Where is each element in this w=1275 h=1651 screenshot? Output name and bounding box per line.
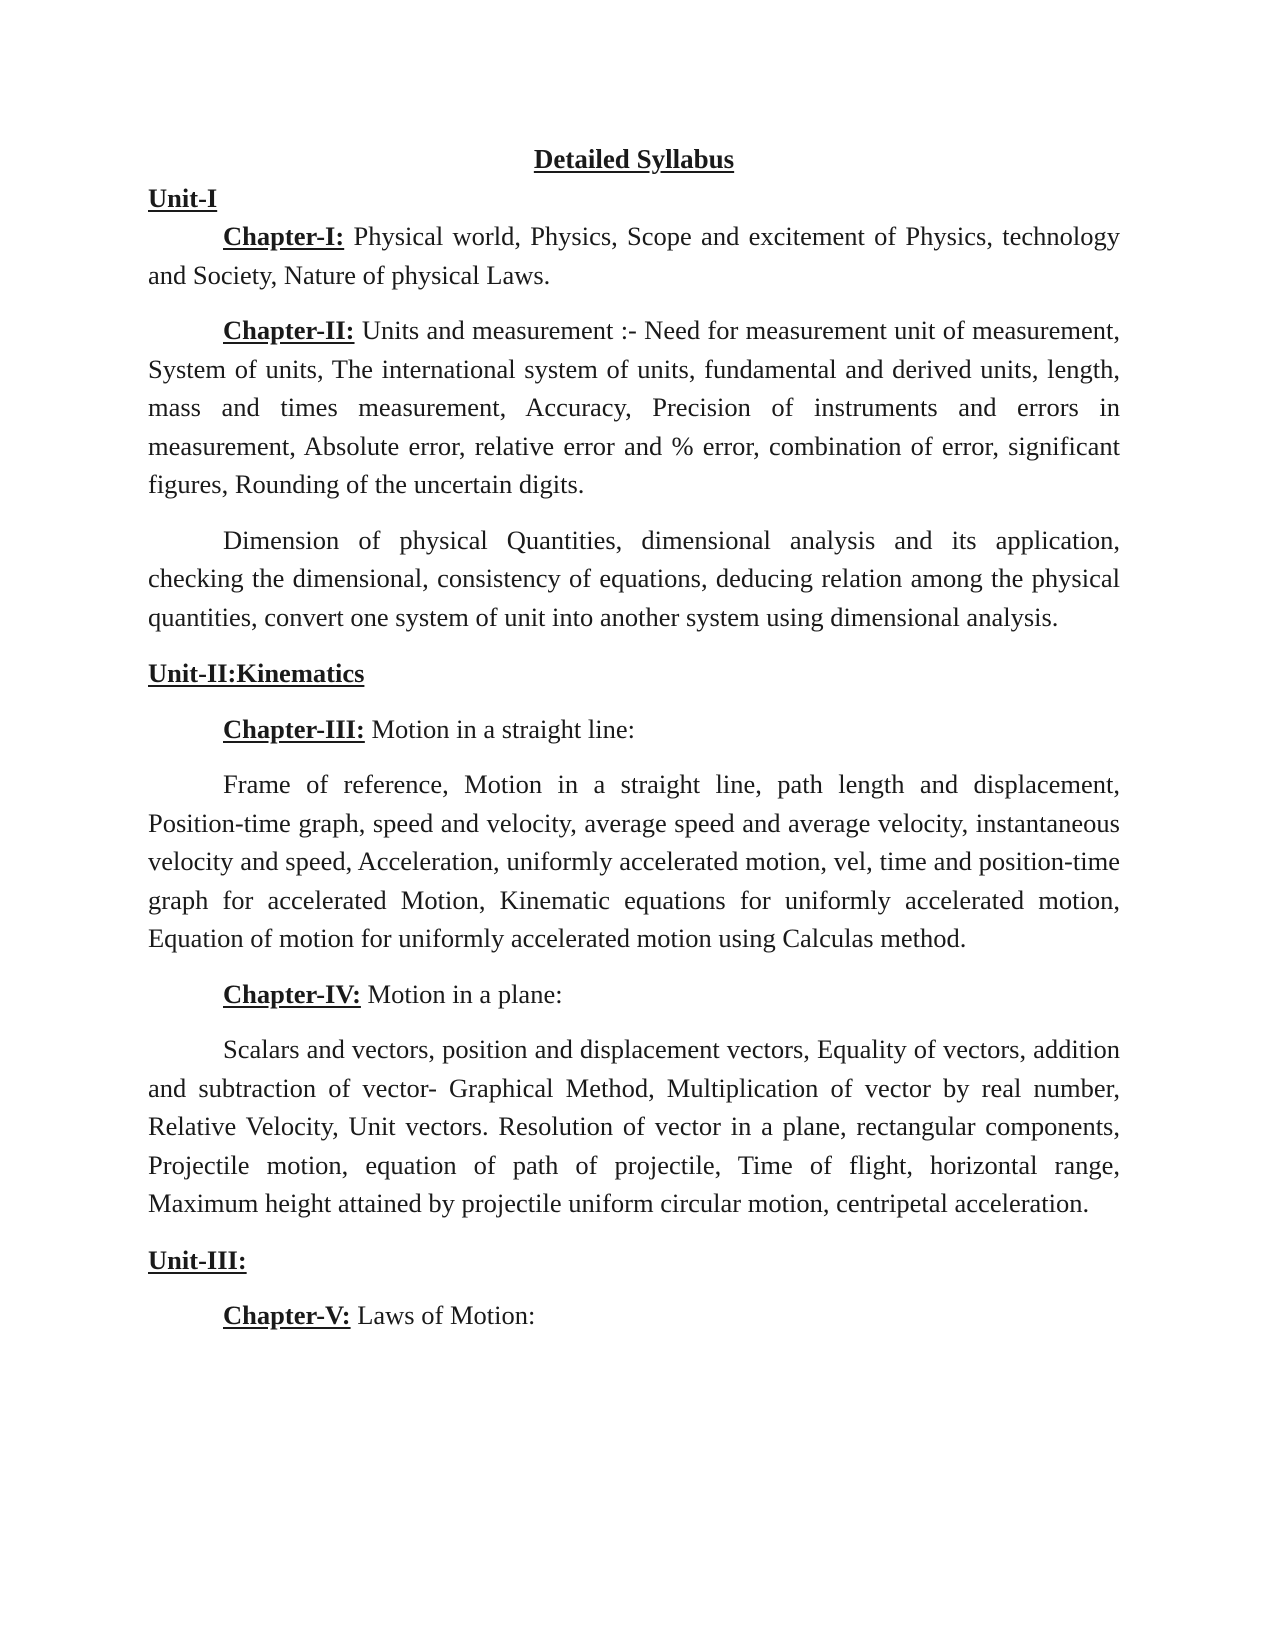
chapter-3-text: Motion in a straight line:: [364, 713, 635, 744]
chapter-1-label: Chapter-I:: [223, 221, 345, 251]
chapter-4-heading-line: [148, 975, 1120, 1014]
chapter-4-label: Chapter-IV:: [223, 978, 361, 1009]
chapter-2-label: Chapter-II:: [223, 315, 355, 345]
page-title: Detailed Syllabus: [533, 144, 735, 174]
chapter-5-label: Chapter-V:: [223, 1300, 351, 1330]
chapter-2-text: Units and measurement :- Need for measurement unit of measurement, System of units, The international system of units, fundamental and derived units, length, mass and times measurement, Accuracy, Precision of instruments and errors in measurement, Absolute error, relative error and % error, combination of error, significant figures, Rounding of the uncertain digits.: [148, 315, 1120, 499]
syllabus-page: [148, 140, 1120, 1335]
chapter-2-paragraph: [148, 311, 1120, 504]
chapter-3-body: Frame of reference, Motion in a straight line, path length and displacement, Position-time graph, speed and velocity, average speed and average velocity, instantaneous velocity and speed, Acceleration, uniformly accelerated motion, vel, time and position-time graph for accelerated Motion, Kinematic equations for uniformly accelerated motion, Equation of motion for uniformly accelerated motion using Calculas method.: [148, 769, 1120, 953]
chapter-1-text: Physical world, Physics, Scope and excitement of Physics, technology and Society, Nature of physical Laws.: [148, 221, 1120, 290]
dimension-paragraph: Dimension of physical Quantities, dimensional analysis and its application, checking the dimensional, consistency of equations, deducing relation among the physical quantities, convert one system of unit into another system using dimensional analysis.: [148, 524, 1120, 632]
unit-2-heading: Unit-II:Kinematics: [148, 658, 365, 688]
unit-3-heading: Unit-III:: [148, 1244, 247, 1275]
unit-1-heading: Unit-I: [148, 182, 218, 213]
chapter-3-heading-line: [148, 710, 1120, 749]
chapter-5-text: Laws of Motion:: [350, 1300, 536, 1330]
chapter-4-body: Scalars and vectors, position and displacement vectors, Equality of vectors, addition and subtraction of vector- Graphical Method, Multiplication of vector by real number, Relative Velocity, Unit vectors. Resolution of vector in a plane, rectangular components, Projectile motion, equation of path of projectile, Time of flight, horizontal range, Maximum height attained by projectile uniform circular motion, centripetal acceleration.: [148, 1034, 1120, 1218]
chapter-3-label: Chapter-III:: [223, 713, 365, 744]
chapter-4-text: Motion in a plane:: [360, 978, 563, 1009]
chapter-5-heading-line: [148, 1296, 1120, 1335]
chapter-1-paragraph: [148, 217, 1120, 294]
